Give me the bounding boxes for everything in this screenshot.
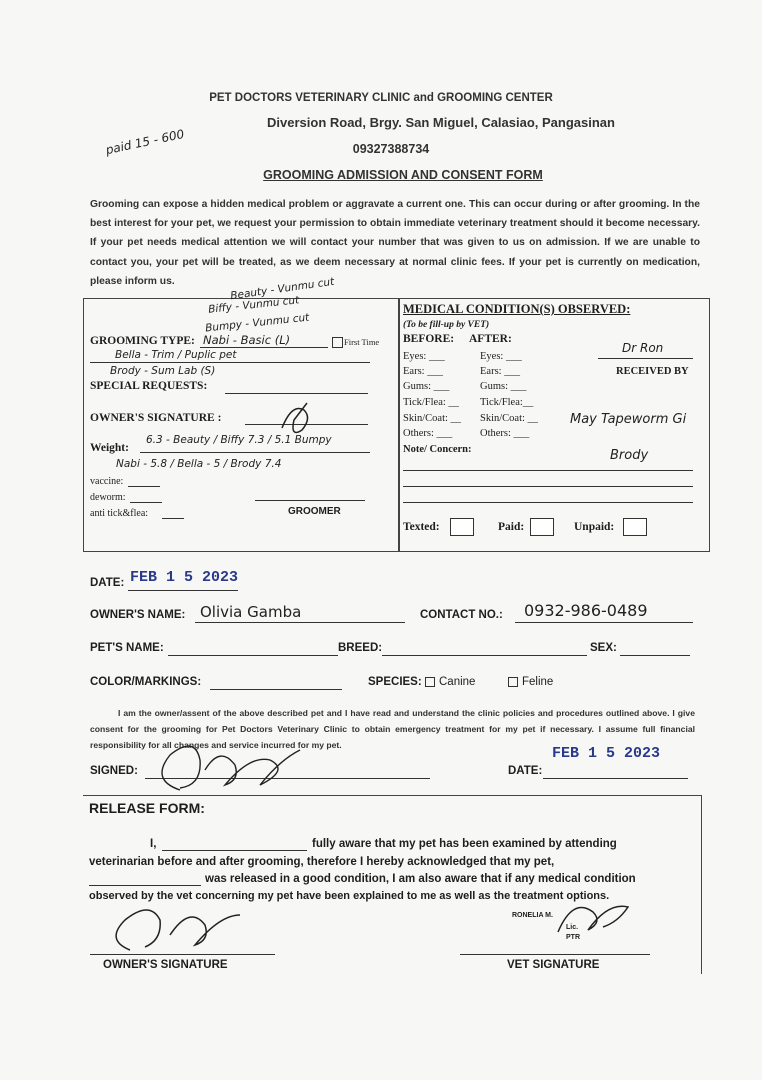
- received-by-value: Dr Ron: [622, 341, 664, 355]
- unpaid-label: Unpaid:: [574, 521, 615, 533]
- tick-after: Tick/Flea:__: [480, 397, 534, 408]
- skin-after: Skin/Coat: __: [480, 413, 539, 424]
- grooming-note-5: Bella - Trim / Puplic pet: [115, 349, 237, 361]
- deworm-label: deworm:: [90, 492, 126, 503]
- date2-label: DATE:: [508, 765, 543, 777]
- date-stamp: FEB 1 5 2023: [130, 569, 239, 586]
- release-title: RELEASE FORM:: [89, 800, 205, 816]
- groomer-label: GROOMER: [288, 506, 341, 517]
- signed-label: SIGNED:: [90, 765, 138, 777]
- tick-before: Tick/Flea: __: [403, 397, 459, 408]
- owner-name-label: OWNER'S NAME:: [90, 609, 186, 621]
- release-i-label: I,: [150, 838, 157, 850]
- clinic-name: PET DOCTORS VETERINARY CLINIC and GROOMING CENTER: [209, 92, 553, 104]
- medical-subtitle: (To be fill-up by VET): [403, 320, 490, 330]
- date-label: DATE:: [90, 577, 125, 589]
- owner-initial-signature: [272, 398, 322, 438]
- weight-values-2: Nabi - 5.8 / Bella - 5 / Brody 7.4: [116, 458, 282, 470]
- before-label: BEFORE:: [403, 333, 455, 345]
- ears-after: Ears: ___: [480, 366, 520, 377]
- texted-checkbox[interactable]: [450, 518, 474, 536]
- medical-title: MEDICAL CONDITION(S) OBSERVED:: [403, 302, 631, 316]
- sex-label: SEX:: [590, 642, 617, 654]
- first-time-label: First Time: [344, 337, 380, 347]
- release-line-1: fully aware that my pet has been examined by attending: [312, 838, 617, 850]
- contact-label: CONTACT NO.:: [420, 609, 503, 621]
- grooming-note-2: Biffy - Vunmu cut: [207, 294, 300, 316]
- unpaid-checkbox[interactable]: [623, 518, 647, 536]
- clinic-phone: 09327388734: [352, 142, 430, 156]
- date2-stamp: FEB 1 5 2023: [552, 745, 661, 762]
- vet-stamp-ptr: PTR: [566, 934, 580, 941]
- grooming-note-1: Beauty - Vunmu cut: [229, 275, 335, 303]
- breed-label: BREED:: [338, 642, 383, 654]
- paid-checkbox[interactable]: [530, 518, 554, 536]
- weight-label: Weight:: [90, 442, 129, 454]
- vet-stamp-lic: Lic.: [566, 924, 579, 931]
- after-label: AFTER:: [469, 333, 512, 345]
- owner-name-value: Olivia Gamba: [200, 603, 302, 621]
- ears-before: Ears: ___: [403, 366, 443, 377]
- concern-line-1: May Tapeworm Gi: [570, 412, 687, 427]
- species-label: SPECIES:: [368, 676, 422, 688]
- first-time-checkbox[interactable]: [332, 337, 343, 348]
- grooming-note-6: Brody - Sum Lab (S): [110, 365, 216, 377]
- grooming-note-3: Bumpy - Vunmu cut: [204, 311, 310, 335]
- paid-note: paid 15 - 600: [104, 126, 186, 158]
- owner-signature-2: [100, 885, 260, 965]
- weight-values-1: 6.3 - Beauty / Biffy 7.3 / 5.1 Bumpy: [146, 434, 332, 446]
- received-by-label: RECEIVED BY: [616, 366, 689, 377]
- release-line-3: was released in a good condition, I am also aware that if any medical condition: [205, 873, 636, 885]
- canine-option[interactable]: Canine: [425, 676, 475, 688]
- texted-label: Texted:: [403, 521, 440, 533]
- release-line-2: veterinarian before and after grooming, therefore I hereby acknowledged that my pet,: [89, 856, 555, 868]
- gums-before: Gums: ___: [403, 381, 450, 392]
- note-concern-label: Note/ Concern:: [403, 444, 472, 455]
- special-requests-label: SPECIAL REQUESTS:: [90, 380, 208, 392]
- owners-signature-label: OWNER'S SIGNATURE :: [90, 412, 222, 424]
- skin-before: Skin/Coat: __: [403, 413, 462, 424]
- eyes-after: Eyes: ___: [480, 351, 522, 362]
- grooming-type-value: Nabi - Basic (L): [203, 333, 291, 347]
- pets-name-label: PET'S NAME:: [90, 642, 164, 654]
- release-line-4: observed by the vet concerning my pet have been explained to me as well as the treatment options.: [89, 890, 610, 902]
- vaccine-label: vaccine:: [90, 476, 124, 487]
- clinic-address: Diversion Road, Brgy. San Miguel, Calasiao, Pangasinan: [267, 115, 615, 130]
- concern-line-2: Brody: [610, 448, 649, 463]
- vet-signature-label: VET SIGNATURE: [507, 959, 600, 971]
- vet-signature: [548, 892, 638, 942]
- owner-signature-label: OWNER'S SIGNATURE: [103, 959, 228, 971]
- gums-after: Gums: ___: [480, 381, 527, 392]
- consent-paragraph: I am the owner/assent of the above described pet and I have read and understand the clinic policies and procedures outlined above. I give consent for the grooming for Pet Doctors Veterinary Clinic to obtain emergency treatment for my pet if necessary. I assume full financial responsibility for all changes and service incurred for my pet.: [90, 708, 695, 750]
- grooming-type-label: GROOMING TYPE:: [90, 335, 195, 347]
- feline-option[interactable]: Feline: [508, 676, 553, 688]
- others-before: Others: ___: [403, 428, 453, 439]
- form-title: GROOMING ADMISSION AND CONSENT FORM: [263, 168, 543, 182]
- others-after: Others: ___: [480, 428, 530, 439]
- intro-paragraph: Grooming can expose a hidden medical problem or aggravate a current one. This can occur during or after grooming. In the best interest for your pet, we request your permission to obtain immediate veterinary treatment should it become necessary. If your pet needs medical attention we will contact your number that was given to us on admission. If we are unable to contact you, your pet will be treated, as we deem necessary at normal clinic fees. If your pet is currently on medication, please inform us.: [90, 199, 700, 287]
- paid-label: Paid:: [498, 521, 525, 533]
- contact-value: 0932-986-0489: [524, 601, 648, 620]
- color-markings-label: COLOR/MARKINGS:: [90, 676, 202, 688]
- eyes-before: Eyes: ___: [403, 351, 445, 362]
- vet-stamp-name: RONELIA M.: [512, 912, 553, 919]
- anti-tick-label: anti tick&flea:: [90, 508, 149, 519]
